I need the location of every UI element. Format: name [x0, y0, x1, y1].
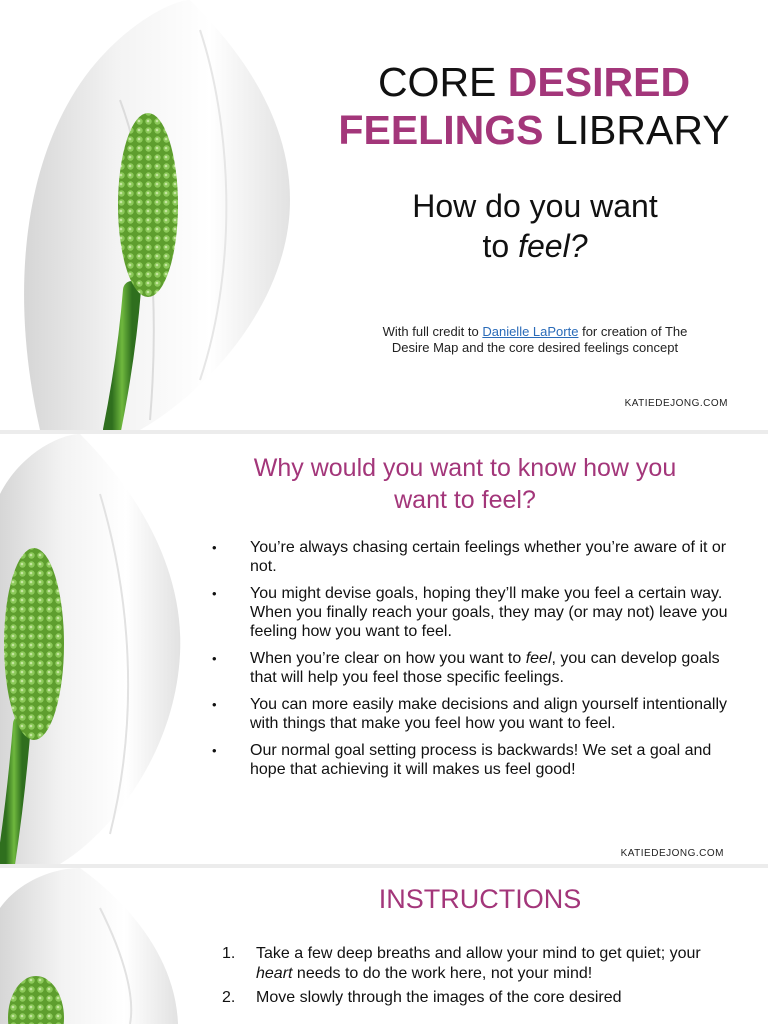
bullet-text: Our normal goal setting process is backwards! We set a goal and hope that achieving it will makes us feel good!: [250, 742, 712, 778]
peace-lily-image: [0, 0, 300, 430]
instructions-list: [222, 944, 702, 1012]
bullet-dot: •: [212, 697, 217, 712]
bullet-text-pre: When you’re clear on how you want to: [250, 650, 526, 667]
instructions-heading: INSTRUCTIONS: [378, 884, 582, 914]
bullet-text: You’re always chasing certain feelings whether you’re aware of it or not.: [250, 539, 727, 575]
list-item: [212, 538, 732, 576]
list-item: [212, 649, 732, 687]
bullet-dot: •: [212, 586, 217, 601]
list-item: [212, 584, 732, 641]
list-item: [222, 988, 702, 1008]
credit-post: for creation of The Desire Map and the core desired feelings concept: [391, 324, 688, 355]
credit-note: [370, 324, 700, 356]
step-number: 2.: [222, 989, 236, 1006]
section-heading: Why would you want to know how you want to feel?: [253, 454, 677, 514]
danielle-laporte-link[interactable]: Danielle LaPorte: [482, 324, 579, 339]
brand-footer: KATIEDEJONG.COM: [620, 848, 724, 859]
bullet-text-em: feel: [525, 650, 552, 667]
subtitle-line2-pre: to: [482, 228, 519, 264]
list-item: [222, 944, 702, 984]
peace-lily-image: [0, 868, 190, 1024]
step-text: Move slowly through the images of the core desired: [256, 989, 622, 1006]
subtitle-line1: How do you want: [412, 188, 658, 224]
reasons-list: [212, 538, 732, 787]
bullet-text: You can more easily make decisions and align yourself intentionally with things that make you feel how you want to feel.: [250, 696, 728, 732]
bullet-dot: •: [212, 651, 217, 666]
subtitle-line2-em: feel?: [518, 228, 588, 264]
bullet-dot: •: [212, 743, 217, 758]
slide-why: [0, 434, 768, 864]
list-item: [212, 695, 732, 733]
step-number: 1.: [222, 945, 236, 962]
bullet-text: You might devise goals, hoping they’ll make you feel a certain way. When you finally reach your goals, they may (or may not) leave you feeling how you want to feel.: [250, 585, 728, 640]
step-text-em: heart: [256, 965, 293, 982]
page-title: [300, 58, 768, 154]
slide-instructions: [0, 868, 768, 1024]
bullet-dot: •: [212, 540, 217, 555]
title-line1-accent: DESIRED: [507, 59, 691, 105]
title-line2-accent: FEELINGS: [338, 107, 544, 153]
brand-footer: KATIEDEJONG.COM: [624, 398, 728, 409]
peace-lily-image: [0, 434, 190, 864]
title-line2-post: LIBRARY: [543, 107, 730, 153]
credit-pre: With full credit to: [382, 324, 483, 339]
title-line1-pre: CORE: [377, 59, 508, 105]
bullet-text-post: , you can develop goals that will help you feel those specific feelings.: [250, 650, 720, 686]
slide-title: [0, 0, 768, 430]
list-item: [212, 741, 732, 779]
subtitle: [330, 186, 740, 266]
step-text-pre: Take a few deep breaths and allow your mind to get quiet; your: [256, 945, 701, 962]
step-text-post: needs to do the work here, not your mind!: [292, 965, 593, 982]
